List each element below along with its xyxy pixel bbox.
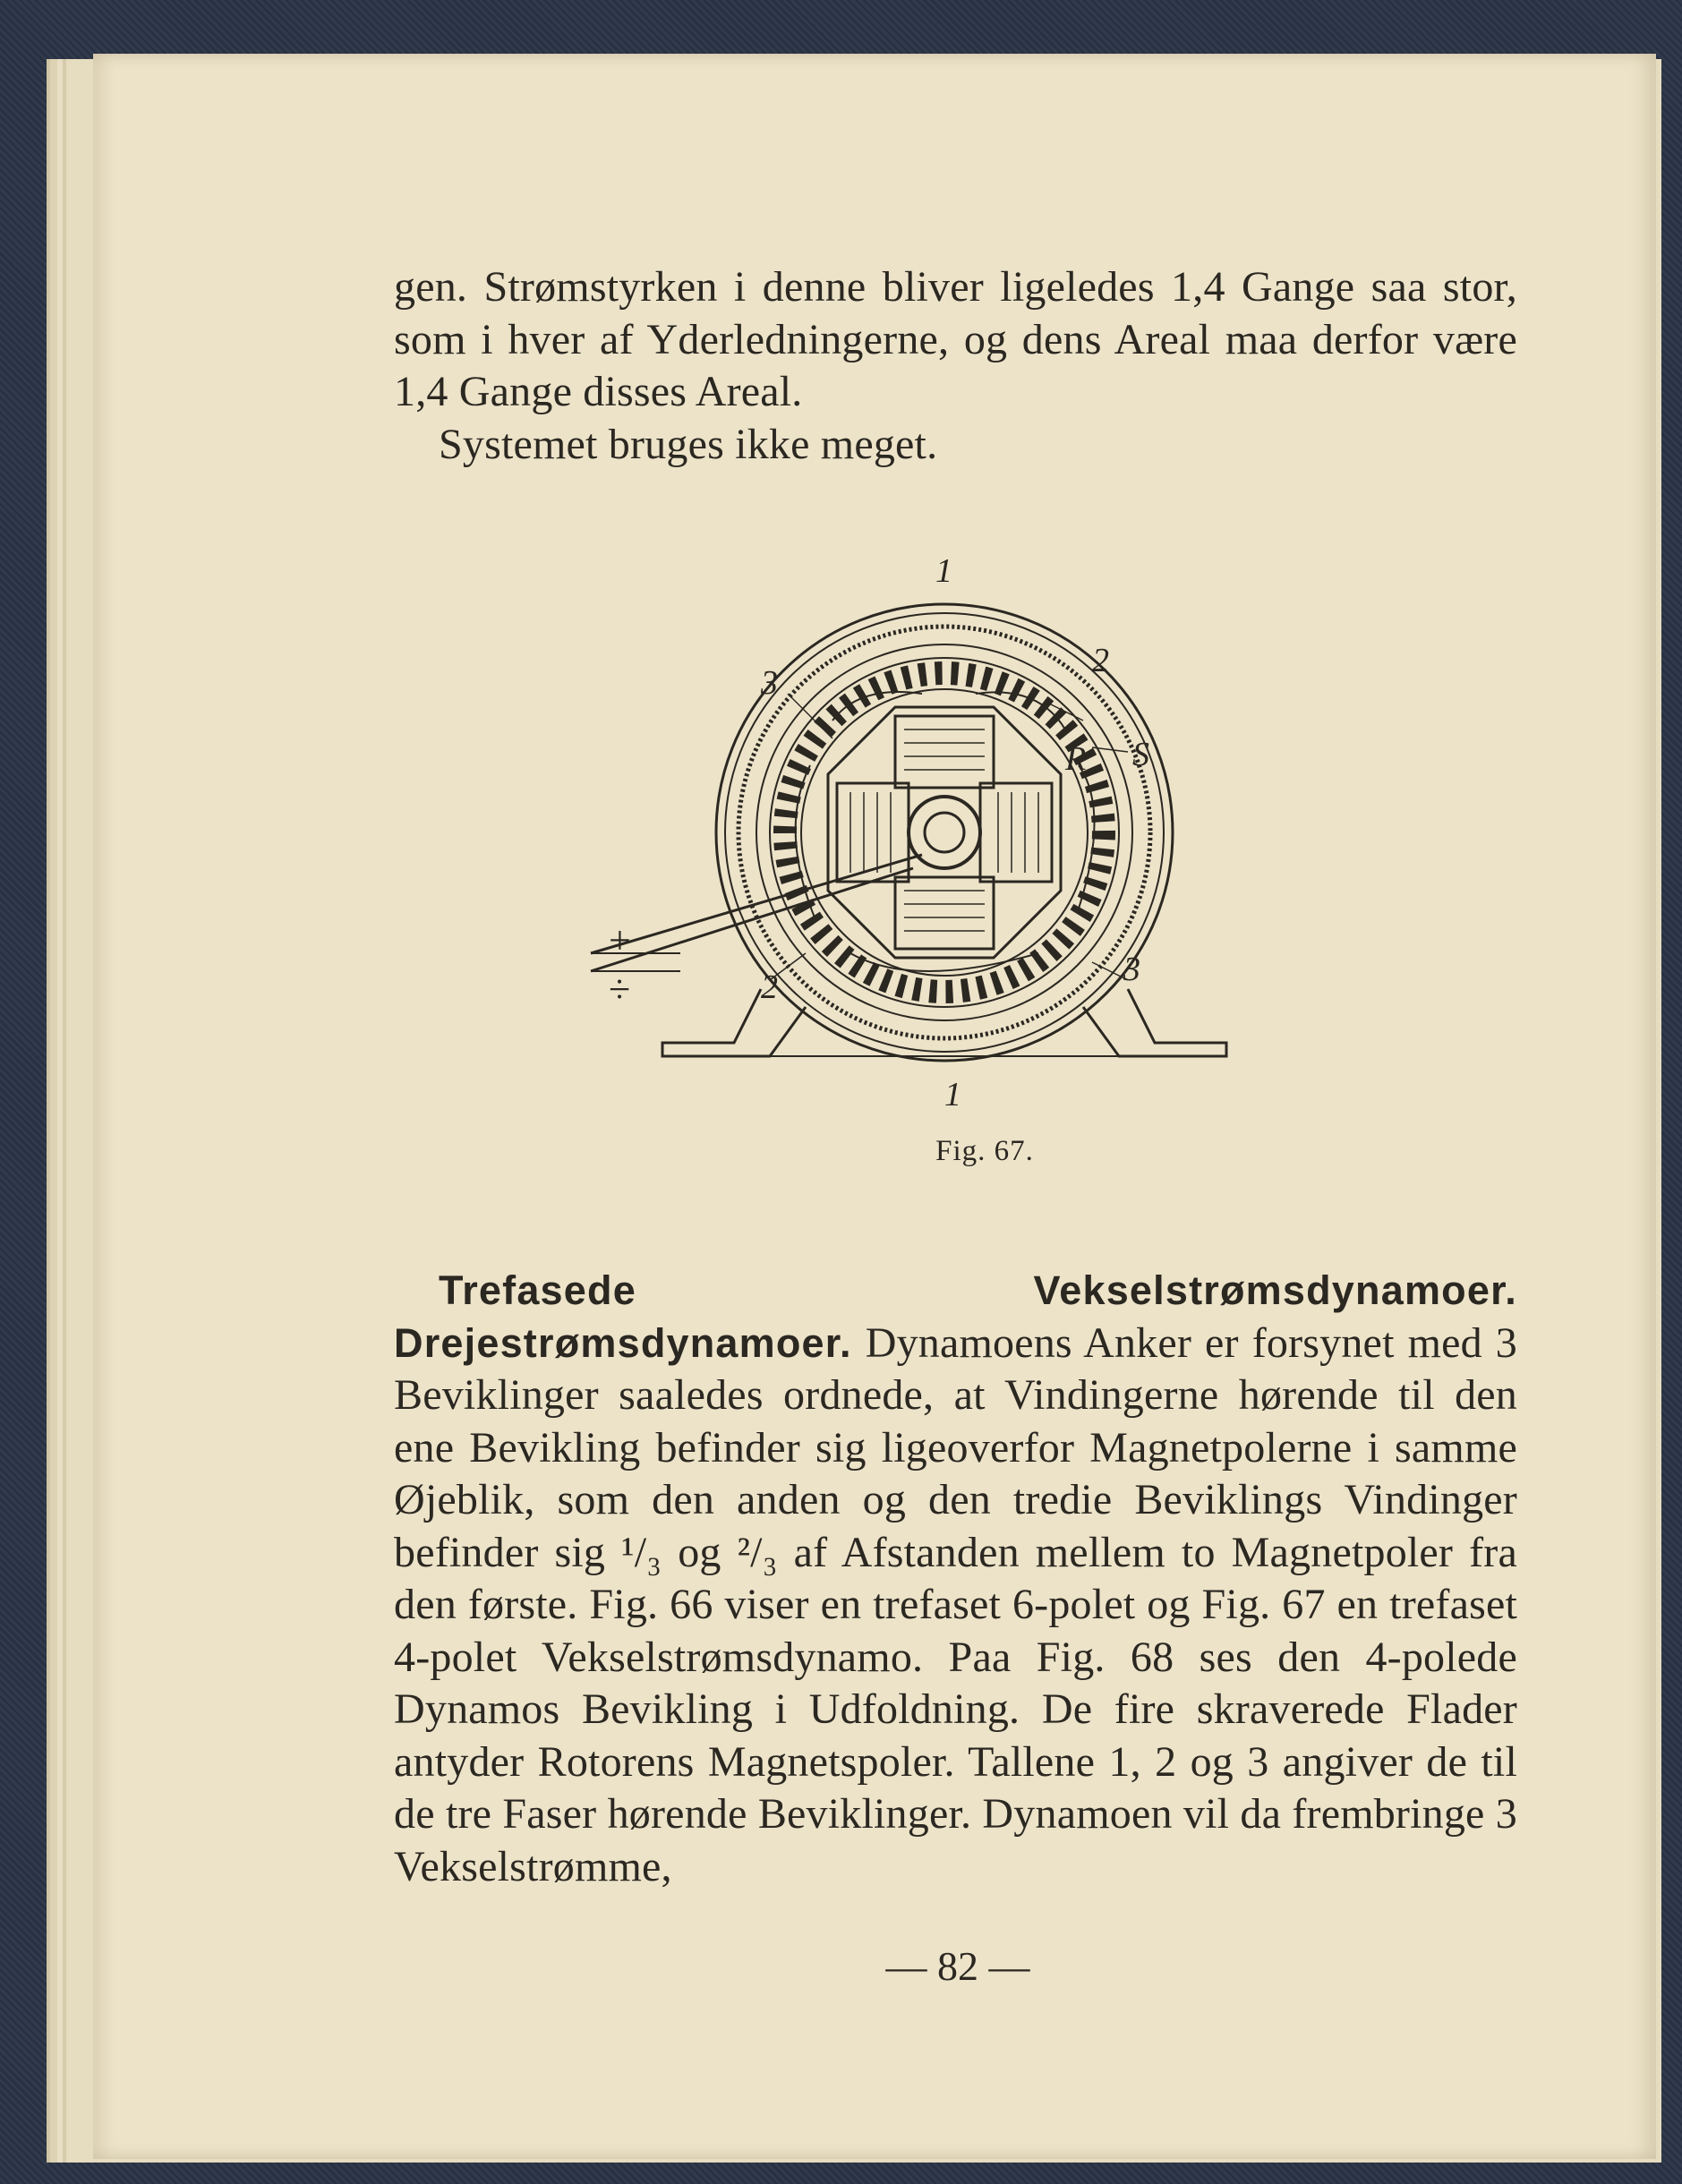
paragraph-2: Systemet bruges ikke meget. (439, 420, 938, 468)
label-lower-left-2: 2 (761, 968, 778, 1006)
dynamo-diagram (609, 552, 1271, 1113)
section-heading: Trefasede Vekselstrømsdynamoer. Drejestrømsdynamoer. (394, 1267, 1517, 1366)
label-minus: ÷ (609, 968, 631, 1011)
bottom-text-block (394, 1265, 1517, 1893)
label-top-1: 1 (935, 552, 952, 590)
label-bottom-1: 1 (944, 1076, 961, 1113)
paragraph-1: gen. Strømstyrken i denne bliver ligeledes 1,4 Gange saa stor, som i hver af Yderledningerne, og dens Areal maa derfor være 1,4 Gange disses Areal. (394, 263, 1517, 415)
label-stator-s: S (1132, 736, 1149, 773)
paragraph-3: Dynamoens Anker er forsynet med 3 Beviklinger saaledes ordnede, at Vindingerne hørende til den ene Bevikling befinder sig ligeoverfor Magnetpolerne i samme Øjeblik, som den anden og den tredie Beviklings Vindinger befinder sig ¹/₃ og ²/₃ af Afstanden mellem to Magnetpoler fra den første. Fig. 66 viser en trefaset 6-polet og Fig. 67 en trefaset 4-polet Vekselstrømsdynamo. Paa Fig. 68 ses den 4-polede Dynamos Bevikling i Udfoldning. De fire skraverede Flader antyder Rotorens Magnetspoler. Tallene 1, 2 og 3 angiver de til de tre Faser hørende Beviklinger. Dynamoen vil da frembringe 3 Vekselstrømme, (394, 1318, 1517, 1890)
label-upper-left-3: 3 (761, 664, 778, 702)
label-rotor-r: R (1065, 740, 1087, 778)
label-lower-right-3: 3 (1123, 951, 1140, 988)
page-number: — 82 — (885, 1943, 1030, 1989)
figure-caption: Fig. 67. (935, 1135, 1034, 1167)
label-upper-right-2: 2 (1092, 642, 1109, 679)
label-plus: + (609, 918, 631, 962)
top-text-block (394, 261, 1517, 471)
